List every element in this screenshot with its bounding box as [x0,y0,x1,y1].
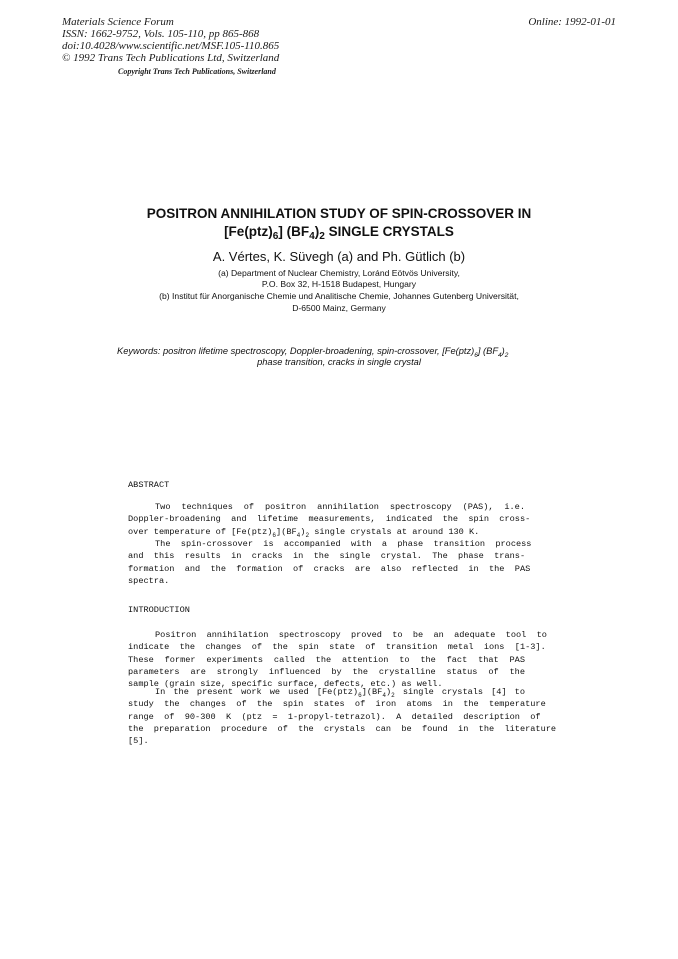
affiliation-b-line2: D-6500 Mainz, Germany [292,303,386,313]
text-line: [5]. [128,736,149,747]
text-line: In the present work we used $[Fe(ptz)_6](BF_4)_2$ single crystals [4] to [155,687,525,699]
text-line: and this results in cracks in the single crystal. The phase trans- [128,551,526,562]
paper-title-line1: POSITRON ANNIHILATION STUDY OF SPIN-CROSSOVER IN [146,206,532,221]
copyright-stamp: Copyright Trans Tech Publications, Switzerland [118,67,276,76]
journal-header [62,16,279,64]
text-line: These former experiments called the attention to the fact that PAS [128,654,525,665]
text-line: over temperature of $[Fe(ptz)_6](BF_4)_2$ single crystals at around 130 K. [128,526,480,539]
authors: A. Vértes, K. Süvegh (a) and Ph. Gütlich (b) [212,249,466,264]
issn-line: ISSN: 1662-9752, Vols. 105-110, pp 865-868 [62,28,260,40]
abstract-paragraph-2 [128,538,532,587]
text-line: range of 90-300 K (ptz = 1-propyl-tetrazol). A detailed description of [128,711,541,722]
text-line: parameters are strongly influenced by the crystalline status of the [128,666,525,677]
introduction-heading: INTRODUCTION [128,605,190,615]
paper-title-line2: $[Fe(ptz)_6]$ $(BF_4)_2$ SINGLE CRYSTALS [224,224,454,242]
online-date: Online: 1992-01-01 [528,16,616,28]
text-line: Positron annihilation spectroscopy proved to be an adequate tool to [155,630,547,640]
affiliation-b-line1: (b) Institut für Anorganische Chemie und Analitische Chemie, Johannes Gutenberg Universität, [159,291,519,301]
keywords-line2: phase transition, cracks in single crystal [257,357,421,367]
text-line: study the changes of the spin states of iron atoms in the temperature [128,699,546,710]
text-line: indicate the changes of the spin state of transition metal ions [1-3]. [128,642,546,653]
doi-line[interactable]: doi:10.4028/www.scientific.net/MSF.105-110.865 [62,40,280,52]
journal-name: Materials Science Forum [62,16,174,28]
introduction-paragraph-2 [128,686,557,747]
text-line: spectra. [128,575,170,586]
text-line: the preparation procedure of the crystals can be found in the literature [128,723,557,734]
text-line: Doppler-broadening and lifetime measurements, indicated the spin cross- [128,514,531,525]
keywords-line1: Keywords: positron lifetime spectroscopy, Doppler-broadening, spin-crossover, $[Fe(ptz)_6]$ $(BF_4)_2$ [117,346,509,359]
copyright-line: © 1992 Trans Tech Publications Ltd, Switzerland [62,52,280,64]
introduction-paragraph-1 [128,629,547,690]
text-line: formation and the formation of cracks are also reflected in the PAS [128,563,531,574]
text-line: sample (grain size, specific surface, defects, etc.) as well. [128,679,443,690]
abstract-paragraph-1 [128,501,531,539]
affiliation-a-line2: P.O. Box 32, H-1518 Budapest, Hungary [261,279,417,289]
abstract-heading: ABSTRACT [128,480,170,490]
text-line: Two techniques of positron annihilation spectroscopy (PAS), i.e. [155,502,525,512]
affiliation-a-line1: (a) Department of Nuclear Chemistry, Loránd Eötvös University, [218,268,460,278]
text-line: The spin-crossover is accompanied with a phase transition process [155,539,532,549]
